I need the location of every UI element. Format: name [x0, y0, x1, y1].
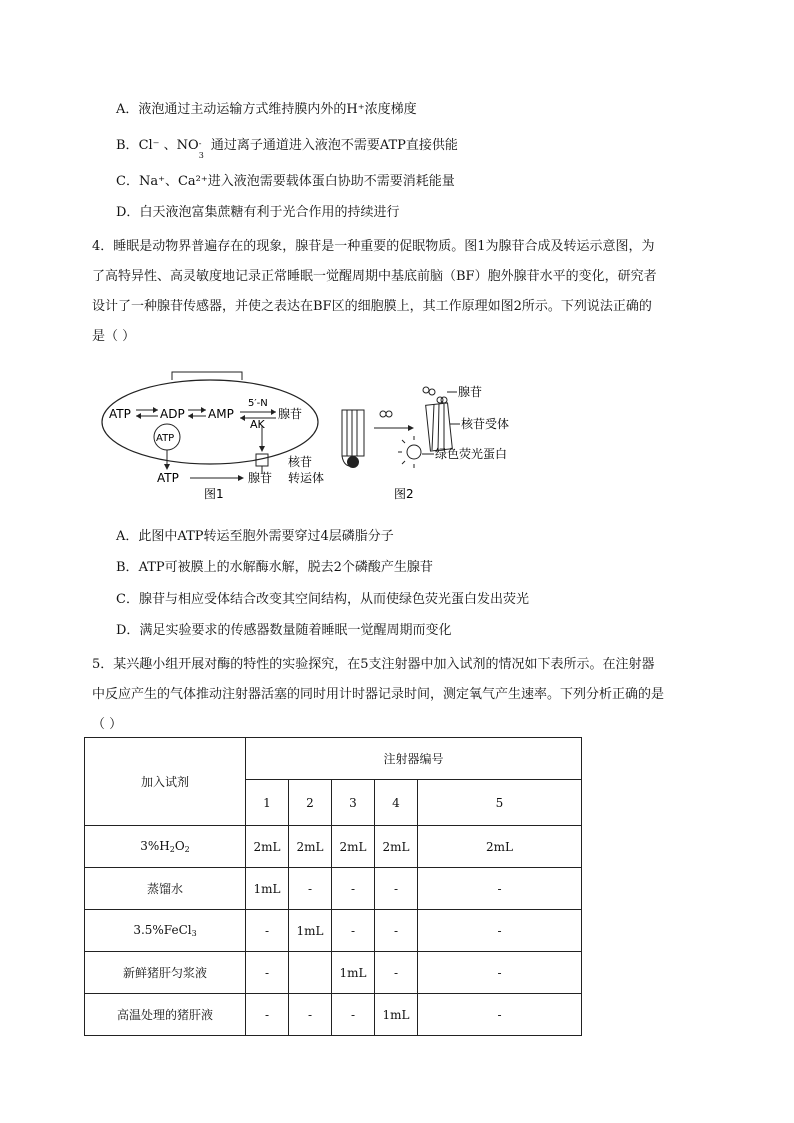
table-cell: 1mL [246, 868, 289, 910]
fig2-gfp: 绿色荧光蛋白 [435, 447, 508, 461]
col-header: 2 [289, 780, 332, 826]
q3-option-b: B．Cl⁻ 、NO - 3 通过离子通道进入液泡不需要ATP直接供能 [116, 138, 458, 160]
col-header: 1 [246, 780, 289, 826]
table-cell: - [246, 994, 289, 1036]
table-row [85, 994, 582, 1036]
q4-option-b: B．ATP可被膜上的水解酶水解，脱去2个磷酸产生腺苷 [116, 560, 433, 575]
q4-stem: 4．睡眠是动物界普遍存在的现象，腺苷是一种重要的促眠物质。图1为腺苷合成及转运示意图，为 了高特异性、高灵敏度地记录正常睡眠一觉醒周期中基底前脑（BF）胞外腺苷水平的变化，研究者 设计了一种腺苷传感器，并使之表达在BF区的细胞膜上，其工作原理如图2所示。下列说法正确的 是（ ） [92, 239, 657, 344]
row-label: 高温处理的猪肝液 [85, 994, 246, 1036]
table-cell: 2mL [375, 826, 418, 868]
fig1-atp-out: ATP [157, 471, 179, 485]
table-cell: - [375, 868, 418, 910]
table-row [85, 868, 582, 910]
fig1-ak: AK [250, 418, 265, 431]
table-cell: - [418, 868, 582, 910]
fig1-atp-circle: ATP [156, 433, 175, 444]
table-cell: - [332, 910, 375, 952]
row-label: $3\%H_2O_2$ [85, 826, 246, 868]
q4-figures [92, 370, 572, 500]
fig2-sensor-diagram [342, 385, 509, 500]
row-label: 蒸馏水 [85, 868, 246, 910]
fig1-amp: AMP [208, 407, 234, 421]
table-cell: - [418, 910, 582, 952]
col-header: 5 [418, 780, 582, 826]
header-reagent: 加入试剂 [85, 738, 246, 826]
table-cell: - [375, 952, 418, 994]
table-cell: 1mL [375, 994, 418, 1036]
fig1-adenosine: 腺苷 [278, 407, 303, 421]
q3-option-c: C．Na⁺、Ca²⁺进入液泡需要载体蛋白协助不需要消耗能量 [116, 174, 455, 189]
table-cell: - [289, 994, 332, 1036]
fig2-caption: 图2 [394, 487, 414, 500]
table-cell: 1mL [289, 910, 332, 952]
q4-option-d: D．满足实验要求的传感器数量随着睡眠一觉醒周期而变化 [116, 623, 452, 638]
table-cell: 2mL [418, 826, 582, 868]
table-cell: - [332, 868, 375, 910]
fig1-cell-diagram [102, 372, 324, 500]
table-cell: - [246, 910, 289, 952]
table-cell: - [375, 910, 418, 952]
fig2-receptor: 核苷受体 [461, 417, 510, 431]
fig1-transporter-2: 转运体 [288, 471, 325, 485]
row-label: 新鲜猪肝匀浆液 [85, 952, 246, 994]
table-cell: - [246, 952, 289, 994]
q4-option-a: A．此图中ATP转运至胞外需要穿过4层磷脂分子 [116, 529, 394, 544]
table-cell [289, 952, 332, 994]
q5-stem: 5．某兴趣小组开展对酶的特性的实验探究，在5支注射器中加入试剂的情况如下表所示。在注射器 中反应产生的气体推动注射器活塞的同时用计时器记录时间，测定氧气产生速率。下列分析正确的是 （ ） [92, 657, 665, 732]
table-cell: - [289, 868, 332, 910]
table-cell: 2mL [289, 826, 332, 868]
fig1-adenosine-out: 腺苷 [248, 471, 273, 485]
fig1-5n: 5′-N [248, 398, 268, 409]
table-cell: - [418, 994, 582, 1036]
fig1-atp: ATP [109, 407, 131, 421]
col-header: 4 [375, 780, 418, 826]
q4-option-c: C．腺苷与相应受体结合改变其空间结构，从而使绿色荧光蛋白发出荧光 [116, 592, 529, 607]
table-row [85, 910, 582, 952]
q3-option-a: A．液泡通过主动运输方式维持膜内外的H⁺浓度梯度 [116, 102, 417, 117]
table-row [85, 952, 582, 994]
table-row [85, 826, 582, 868]
table-cell: 1mL [332, 952, 375, 994]
fig1-caption: 图1 [204, 487, 224, 500]
q3-option-d: D．白天液泡富集蔗糖有利于光合作用的持续进行 [116, 205, 400, 220]
header-syringe-number: 注射器编号 [246, 738, 582, 780]
col-header: 3 [332, 780, 375, 826]
fig2-adenosine: 腺苷 [458, 385, 483, 399]
fig1-adp: ADP [160, 407, 185, 421]
table-cell: 2mL [246, 826, 289, 868]
table-cell: - [418, 952, 582, 994]
table-cell: - [332, 994, 375, 1036]
fig1-transporter-1: 核苷 [288, 455, 313, 469]
table-cell: 2mL [332, 826, 375, 868]
row-label: 3.5%FeCl$_3$ [85, 910, 246, 952]
reagent-table [84, 737, 582, 1036]
